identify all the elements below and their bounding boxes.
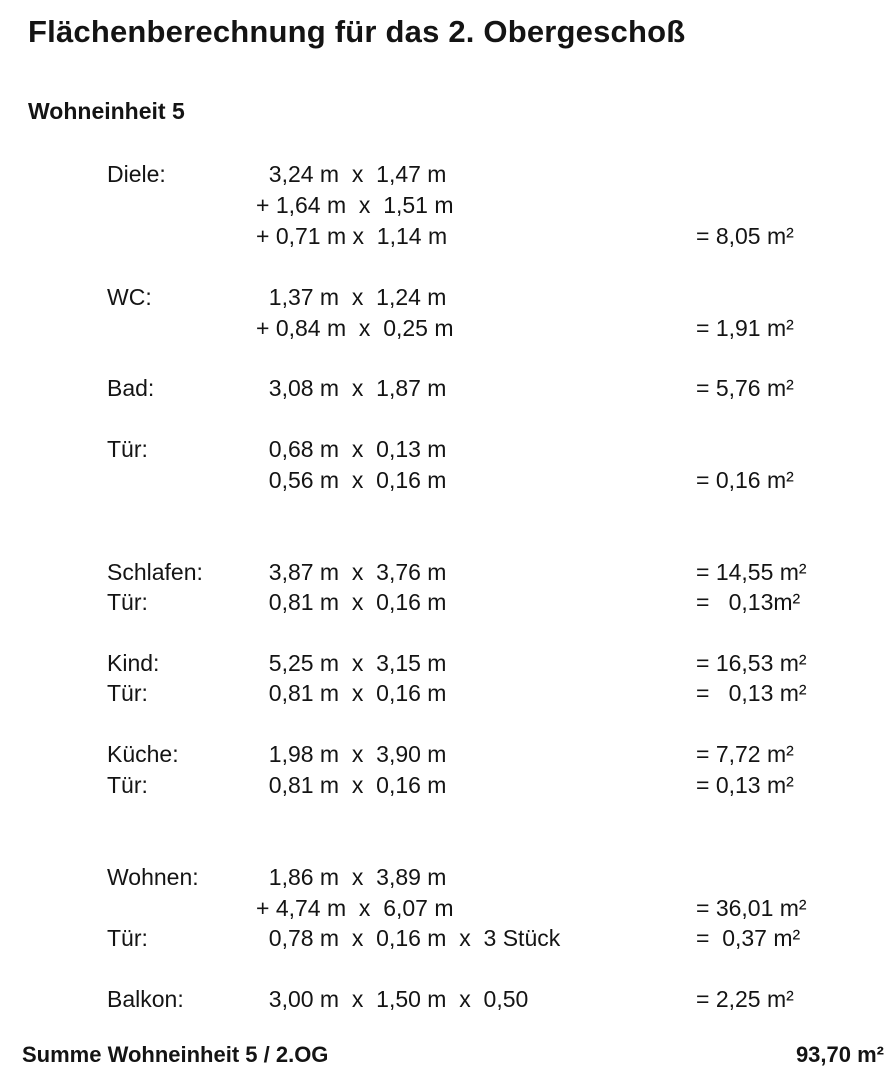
unit-heading: Wohneinheit 5	[28, 98, 185, 124]
calc-expression: 0,68 m x 0,13 m	[256, 436, 447, 462]
calc-line	[0, 313, 892, 343]
room-label: Tür:	[107, 436, 148, 462]
room-label: Küche:	[107, 741, 179, 767]
calc-result: = 1,91 m²	[696, 315, 794, 341]
calc-result: = 14,55 m²	[696, 559, 807, 585]
calc-expression: + 0,84 m x 0,25 m	[256, 315, 454, 341]
room-label: WC:	[107, 284, 152, 310]
calc-expression: + 1,64 m x 1,51 m	[256, 192, 454, 218]
calc-expression: 3,24 m x 1,47 m	[256, 161, 447, 187]
calc-expression: + 0,71 m x 1,14 m	[256, 223, 448, 249]
calc-line	[0, 648, 892, 678]
calc-line	[0, 434, 892, 464]
calc-line	[0, 893, 892, 923]
calc-line	[0, 770, 892, 800]
calc-result: = 0,16 m²	[696, 467, 794, 493]
calc-line	[0, 373, 892, 403]
calc-expression: 1,37 m x 1,24 m	[256, 284, 447, 310]
calc-expression: 0,81 m x 0,16 m	[256, 589, 447, 615]
calc-line	[0, 159, 892, 189]
calc-expression: 3,00 m x 1,50 m x 0,50	[256, 986, 529, 1012]
room-label: Wohnen:	[107, 864, 199, 890]
room-label: Tür:	[107, 680, 148, 706]
sum-label: Summe Wohneinheit 5 / 2.OG	[22, 1042, 329, 1067]
calc-result: = 8,05 m²	[696, 223, 794, 249]
calc-line	[0, 190, 892, 220]
calc-expression: 3,08 m x 1,87 m	[256, 375, 447, 401]
calc-expression: 0,78 m x 0,16 m x 3 Stück	[256, 925, 561, 951]
calc-expression: 5,25 m x 3,15 m	[256, 650, 447, 676]
calc-result: = 16,53 m²	[696, 650, 807, 676]
calc-line	[0, 465, 892, 495]
calc-result: = 36,01 m²	[696, 895, 807, 921]
calc-expression: 3,87 m x 3,76 m	[256, 559, 447, 585]
sum-value: 93,70 m²	[795, 1042, 884, 1067]
room-label: Schlafen:	[107, 559, 203, 585]
room-label: Tür:	[107, 925, 148, 951]
calc-expression: 1,98 m x 3,90 m	[256, 741, 447, 767]
calc-line	[0, 739, 892, 769]
calc-line	[0, 984, 892, 1014]
calc-line	[0, 923, 892, 953]
calc-result: = 0,37 m²	[696, 925, 801, 951]
calc-line	[0, 221, 892, 251]
room-label: Tür:	[107, 589, 148, 615]
calc-line	[0, 282, 892, 312]
room-label: Kind:	[107, 650, 160, 676]
calc-line	[0, 587, 892, 617]
calc-result: = 0,13 m²	[696, 680, 807, 706]
calc-result: = 0,13 m²	[696, 772, 794, 798]
room-label: Diele:	[107, 161, 166, 187]
calc-expression: 0,81 m x 0,16 m	[256, 772, 447, 798]
room-label: Tür:	[107, 772, 148, 798]
calc-expression: 1,86 m x 3,89 m	[256, 864, 447, 890]
calc-result: = 7,72 m²	[696, 741, 794, 767]
page-title: Flächenberechnung für das 2. Obergeschoß	[28, 14, 686, 49]
calc-line	[0, 557, 892, 587]
calc-result: = 0,13m²	[696, 589, 801, 615]
room-label: Bad:	[107, 375, 155, 401]
calc-line	[0, 862, 892, 892]
calc-result: = 5,76 m²	[696, 375, 794, 401]
calc-expression: + 4,74 m x 6,07 m	[256, 895, 454, 921]
calc-expression: 0,81 m x 0,16 m	[256, 680, 447, 706]
calc-result: = 2,25 m²	[696, 986, 794, 1012]
calc-line	[0, 678, 892, 708]
room-label: Balkon:	[107, 986, 184, 1012]
calc-expression: 0,56 m x 0,16 m	[256, 467, 447, 493]
